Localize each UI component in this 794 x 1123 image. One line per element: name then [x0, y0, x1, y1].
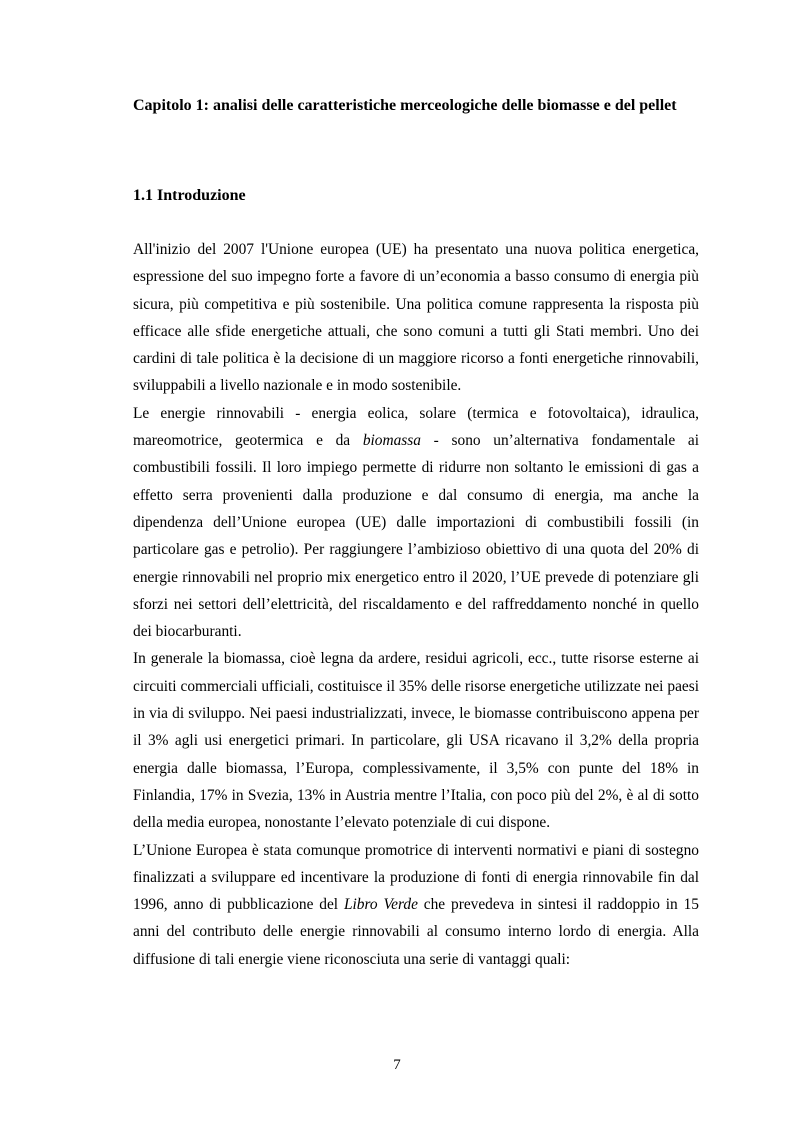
page-number: 7 [393, 1057, 401, 1073]
chapter-title: Capitolo 1: analisi delle caratteristiche merceologiche delle biomasse e del pellet [133, 97, 677, 114]
paragraph-4 [133, 837, 699, 973]
body-text [133, 236, 699, 973]
italic-term-biomassa: biomassa [362, 432, 421, 450]
paragraph-4-text-a: L’Unione Europea è stata comunque promotrice di interventi normativi e piani di sostegno finalizzati a sviluppare ed incentivare la produzione di fonti di energia rinnovabile fin dal 1996, anno di pubblicazione del [133, 841, 699, 914]
paragraph-1-text: All'inizio del 2007 l'Unione europea (UE) ha presentato una nuova politica energetica, espressione del suo impegno forte a favore di un’economia a basso consumo di energia più sicura, più competitiva e più sostenibile. Una politica comune rappresenta la risposta più efficace alle sfide energetiche attuali, che sono comuni a tutti gli Stati membri. Uno dei cardini di tale politica è la decisione di un maggiore ricorso a fonti energetiche rinnovabili, sviluppabili a livello nazionale e in modo sostenibile. [133, 241, 699, 395]
paragraph-2-text-a: Le energie rinnovabili - energia eolica, solare (termica e fotovoltaica), idraulica, mareomotrice, geotermica e da [133, 404, 699, 450]
paragraph-1 [133, 236, 699, 400]
paragraph-3-text: In generale la biomassa, cioè legna da ardere, residui agricoli, ecc., tutte risorse esterne ai circuiti commerciali ufficiali, costituisce il 35% delle risorse energetiche utilizzate nei paesi in via di sviluppo. Nei paesi industrializzati, invece, le biomasse contribuiscono appena per il 3% agli usi energetici primari. In particolare, gli USA ricavano il 3,2% della propria energia dalle biomassa, l’Europa, complessivamente, il 3,5% con punte del 18% in Finlandia, 17% in Svezia, 13% in Austria mentre l’Italia, con poco più del 2%, è al di sotto della media europea, nonostante l’elevato potenziale di cui dispone. [133, 650, 699, 832]
paragraph-3 [133, 645, 699, 836]
section-title: 1.1 Introduzione [133, 187, 246, 204]
paragraph-4-text-b: che prevedeva in sintesi il raddoppio in 15 anni del contributo delle energie rinnovabili al consumo interno lordo di energia. Alla diffusione di tali energie viene riconosciuta una serie di vantaggi quali: [133, 896, 699, 968]
paragraph-2-text-b: - sono un’alternativa fondamentale ai combustibili fossili. Il loro impiego permette di ridurre non soltanto le emissioni di gas a effetto serra provenienti dalla produzione e dal consumo di energia, ma anche la dipendenza dell’Unione europea (UE) dalle importazioni di combustibili fossili (in particolare gas e petrolio). Per raggiungere l’ambizioso obiettivo di una quota del 20% di energie rinnovabili nel proprio mix energetico entro il 2020, l’UE prevede di potenziare gli sforzi nei settori dell’elettricità, del riscaldamento e del raffreddamento nonché in quello dei biocarburanti. [133, 432, 699, 641]
paragraph-2 [133, 400, 699, 646]
italic-term-libro-verde: Libro Verde [343, 896, 418, 914]
